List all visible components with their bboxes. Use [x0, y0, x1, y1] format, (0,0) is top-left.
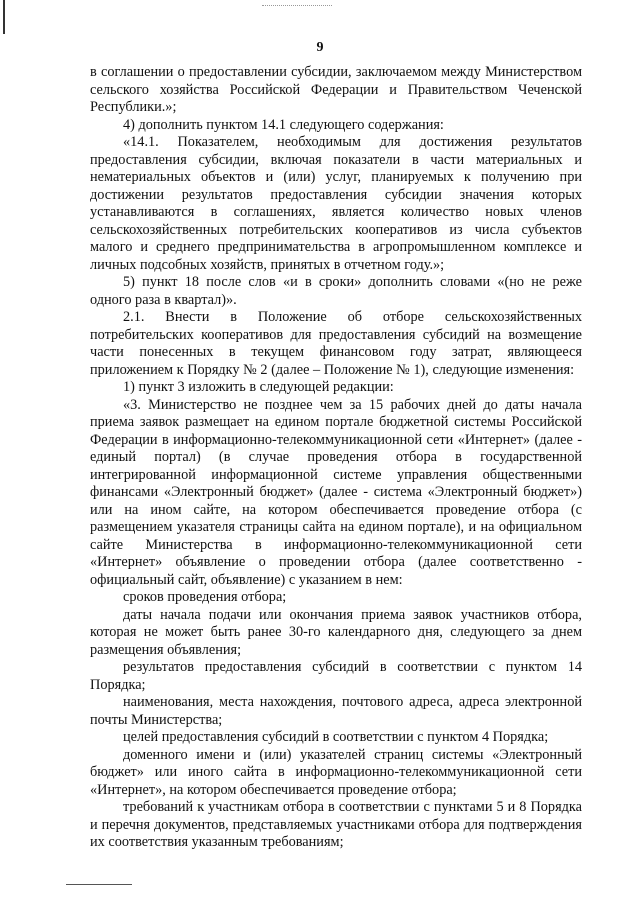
paragraph: 5) пункт 18 после слов «и в сроки» дополнить словами «(но не реже одного раза в квартал)». — [90, 274, 582, 308]
scan-artifact — [262, 5, 332, 9]
list-item: целей предоставления субсидий в соответствии с пунктом 4 Порядка; — [123, 729, 549, 745]
list-item: даты начала подачи или окончания приема заявок участников отбора, которая не может быть ранее 30-го календарного дня, следующего за днем размещения объявления; — [90, 606, 582, 658]
footnote-rule — [66, 884, 132, 885]
list-item: доменного имени и (или) указателей страниц системы «Электронный бюджет» или иного сайта в информационно-телекоммуникационной сети «Интернет», на котором обеспечивается проведение отбора; — [90, 746, 582, 798]
list-item: наименования, места нахождения, почтового адреса, адреса электронной почты Министерства; — [90, 694, 582, 728]
list-item: сроков проведения отбора; — [123, 589, 287, 605]
paragraph: «14.1. Показателем, необходимым для достижения результатов предоставления субсидии, включая показатели в части материальных и нематериальных объектов и (или) услуг, планируемых к получению при достижении результатов предоставления субсидии значения которых устанавливаются в соглашениях, является количество новых членов сельскохозяйственных потребительских кооперативов из числа субъектов малого и среднего предпринимательства в агропромышленном комплексе и личных подсобных хозяйств, принятых в отчетном году.»; — [90, 134, 582, 273]
page-number: 9 — [316, 40, 324, 55]
scan-edge-line — [3, 0, 5, 34]
document-body — [90, 64, 582, 852]
paragraph: 1) пункт 3 изложить в следующей редакции: — [123, 379, 394, 395]
list-item: результатов предоставления субсидий в соответствии с пунктом 14 Порядка; — [90, 659, 582, 693]
paragraph: «3. Министерство не позднее чем за 15 рабочих дней до даты начала приема заявок размещает на едином портале бюджетной системы Российской Федерации в информационно-телекоммуникационной сети «Интернет» (далее - единый портал) (в случае проведения отбора в государственной интегрированной информационной системе управления общественными финансами «Электронный бюджет» (далее - система «Электронный бюджет») или на ином сайте, на котором обеспечивается проведение отбора (с размещением указателя страницы сайта на едином портале), и на официальном сайте Министерства в информационно-телекоммуникационной сети «Интернет» объявление о проведении отбора (далее соответственно - официальный сайт, объявление) с указанием в нем: — [90, 396, 582, 588]
paragraph: 2.1. Внести в Положение об отборе сельскохозяйственных потребительских кооперативов для предоставления субсидий на возмещение части понесенных в текущем финансовом году затрат, являющееся приложением к Порядку № 2 (далее – Положение № 1), следующие изменения: — [90, 309, 582, 378]
paragraph: в соглашении о предоставлении субсидии, заключаемом между Министерством сельского хозяйства Российской Федерации и Правительством Чеченской Республики.»; — [90, 64, 582, 115]
list-item: требований к участникам отбора в соответствии с пунктами 5 и 8 Порядка и перечня документов, представляемых участниками отбора для подтверждения их соответствия указанным требованиям; — [90, 799, 582, 850]
paragraph: 4) дополнить пунктом 14.1 следующего содержания: — [123, 116, 444, 133]
